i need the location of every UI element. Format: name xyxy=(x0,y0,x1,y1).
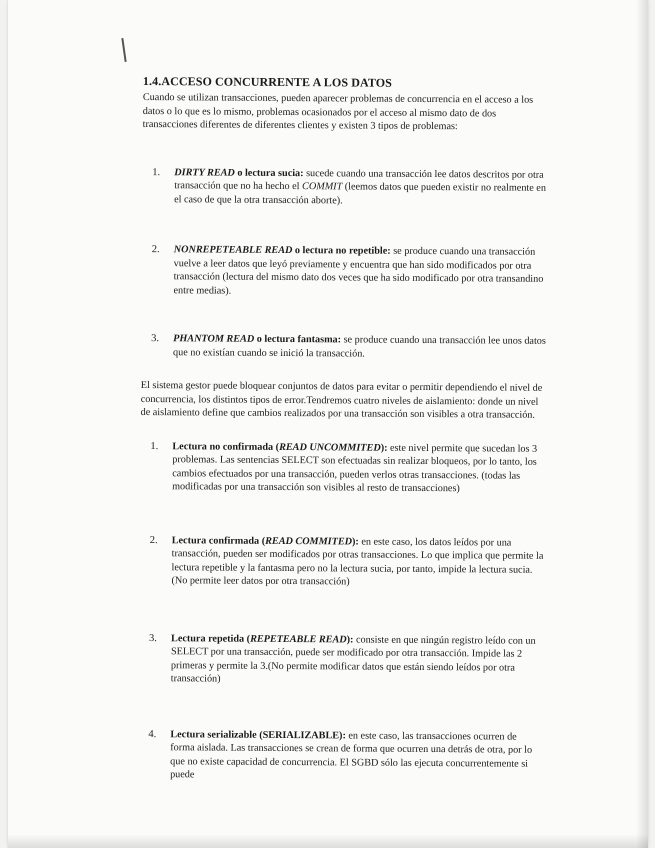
document-body xyxy=(138,74,548,784)
item-text: consiste en que ningún registro leído con un SELECT por una transacción, puede ser modificado por otra transacción. Impide las 2 primeras y permite la 3.(No permite modificar datos que están siendo leídos por otra transacción) xyxy=(170,633,536,685)
level-item-read-uncommitted xyxy=(140,439,545,496)
item-text: este nivel permite que sucedan los 3 problemas. Las sentencias SELECT son efectuadas sin realizar bloqueos, por lo tanto, los cambios efectuados por una transacción, pueden verlos otras transacciones. (todas las modificadas por una transacción son visibles al resto de transacciones) xyxy=(172,442,538,495)
problem-item-nonrepeatable-read xyxy=(141,243,546,300)
term: NONREPETEABLE READ o lectura no repetible: xyxy=(173,244,391,257)
intro-paragraph: Cuando se utilizan transacciones, pueden aparecer problemas de concurrencia en el acceso a los datos o lo que es lo mismo, problemas ocasionados por el acceso al mismo dato de dos transacciones diferentes de diferentes clientes y existen 3 tipos de problemas: xyxy=(142,91,534,133)
level-item-read-committed xyxy=(139,533,544,590)
level-item-serializable xyxy=(138,727,543,784)
item-text: se produce cuando una transacción lee unos datos que no existían cuando se inició la transacción. xyxy=(173,334,546,360)
term: PHANTOM READ o lectura fantasma: xyxy=(173,333,342,346)
item-text: sucede cuando una transacción lee datos descritos por otra transacción que no ha hecho el xyxy=(174,167,544,193)
page-bottom-shadow xyxy=(8,834,648,848)
item-italic: COMMIT xyxy=(302,181,343,193)
term: Lectura confirmada (READ COMMITED): xyxy=(171,534,359,548)
item-text: se produce cuando una transacción vuelve a leer datos que leyó previamente y encuentra que han sido modificados por otra transacción (lectura del mismo dato dos veces que ha sido modificado por otra transandino entre medias). xyxy=(173,245,544,297)
item-text-end: (leemos datos que pueden existir no realmente en el caso de que la otra transacción aborte). xyxy=(174,181,546,206)
scanned-page xyxy=(8,0,648,848)
level-item-repeatable-read xyxy=(139,631,544,688)
term: Lectura repetida (REPETEABLE READ): xyxy=(171,632,354,645)
item-number: 1. xyxy=(152,166,161,178)
page-edge-shadow xyxy=(636,0,648,848)
term: DIRTY READ o lectura sucia: xyxy=(174,166,304,179)
item-number: 2. xyxy=(151,244,160,256)
item-number: 3. xyxy=(151,333,160,345)
item-number: 4. xyxy=(148,728,157,740)
item-text: en este caso, los datos leídos por una transacción, pueden ser modificados por otras transacciones. Lo que implica que permite la lectura repetible y la fantasma pero no la lectura sucia, por tanto, impide la lectura sucia. (No permite leer datos por otra transacción) xyxy=(171,536,544,588)
term: Lectura serializable (SERIALIZABLE): xyxy=(170,728,346,741)
section-heading: 1.4.ACCESO CONCURRENTE A LOS DATOS xyxy=(142,74,393,90)
isolation-paragraph: El sistema gestor puede bloquear conjuntos de datos para evitar o permitir dependiendo el nivel de concurrencia, los distintos tipos de error.Tendremos cuatro niveles de aislamiento: donde un nivel de aislamiento define que cambios realizados por una transacción son visibles a otra transacción. xyxy=(140,379,543,421)
item-number: 3. xyxy=(149,632,157,644)
item-text: en este caso, las transacciones ocurren de forma aislada. Las transacciones se crean de forma que ocurren una detrás de otra, por lo que no existe capacidad de concurrencia. El SGBD sólo las ejecuta concurrentemente si puede xyxy=(170,729,533,781)
term: Lectura no confirmada (READ UNCOMMITED): xyxy=(172,440,388,454)
problem-item-phantom-read xyxy=(141,332,546,362)
pen-mark xyxy=(121,38,126,62)
item-number: 1. xyxy=(150,440,159,452)
problem-item-dirty-read xyxy=(142,165,547,208)
item-number: 2. xyxy=(149,534,158,546)
